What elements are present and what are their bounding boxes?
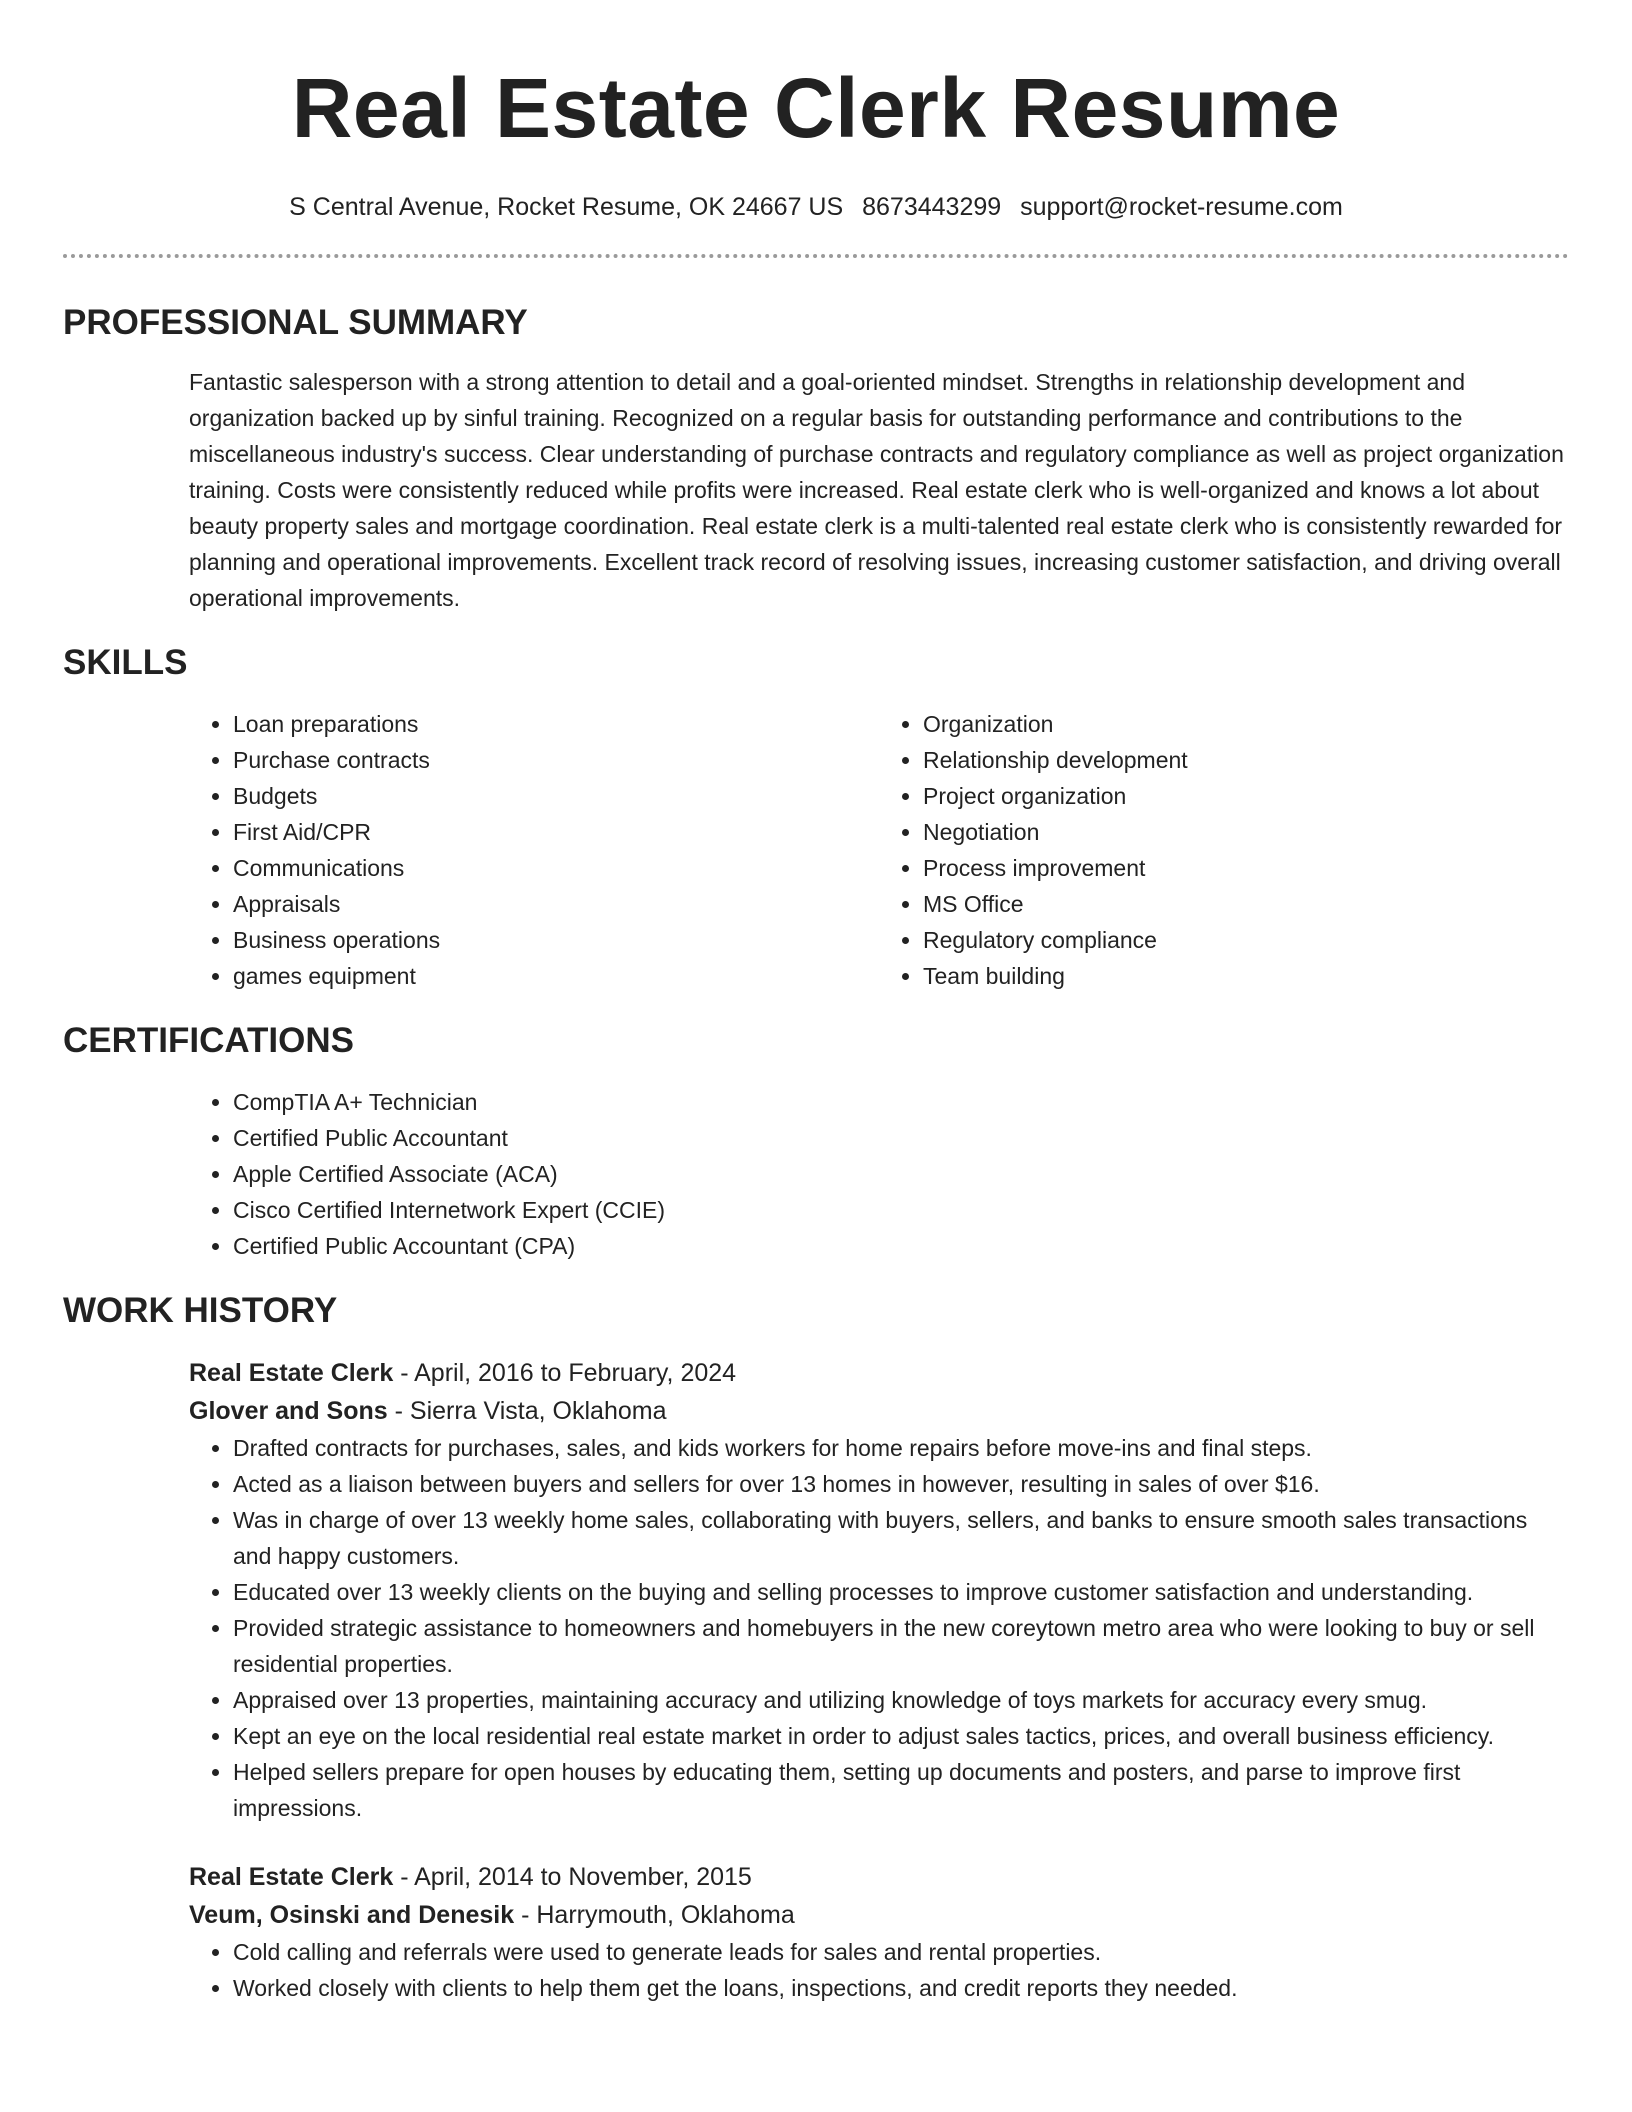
job-company: Glover and Sons: [189, 1397, 388, 1425]
job-duty: • Appraised over 13 properties, maintaining accuracy and utilizing knowledge of toys markets for accuracy every smug.: [233, 1682, 1569, 1718]
contact-phone: 8673443299: [862, 193, 1002, 221]
certifications-body: [189, 1084, 1569, 1264]
job-duty: • Provided strategic assistance to homeowners and homebuyers in the new coreytown metro area who were looking to buy or sell residential properties.: [233, 1610, 1569, 1682]
contact-line: [63, 190, 1569, 224]
job-duty: • Was in charge of over 13 weekly home sales, collaborating with buyers, sellers, and banks to ensure smooth sales transactions and happy customers.: [233, 1502, 1569, 1574]
summary-text: Fantastic salesperson with a strong attention to detail and a goal-oriented mindset. Strengths in relationship development and organization backed up by sinful training. Recognized on a regular basis for outstanding performance and contributions to the miscellaneous industry's success. Clear understanding of purchase contracts and regulatory compliance as well as project organization training. Costs were consistently reduced while profits were increased. Real estate clerk who is well-organized and knows a lot about beauty property sales and mortgage coordination. Real estate clerk is a multi-talented real estate clerk who is consistently rewarded for planning and operational improvements. Excellent track record of resolving issues, increasing customer satisfaction, and driving overall operational improvements.: [189, 369, 1564, 611]
job-duty: • Acted as a liaison between buyers and sellers for over 13 homes in however, resulting in sales of over $16.: [233, 1466, 1569, 1502]
job-company-line: [189, 1896, 1569, 1934]
skill-item: • MS Office: [923, 886, 1569, 922]
skill-item: • Process improvement: [923, 850, 1569, 886]
certification-item: • Certified Public Accountant: [233, 1120, 1569, 1156]
skill-item: • Appraisals: [233, 886, 879, 922]
skill-item: • Loan preparations: [233, 706, 879, 742]
job-company-line: [189, 1392, 1569, 1430]
skills-list-right: [879, 706, 1569, 994]
job-dates: - April, 2016 to February, 2024: [393, 1359, 737, 1387]
summary-heading: PROFESSIONAL SUMMARY: [63, 303, 528, 342]
job-duty: • Worked closely with clients to help them get the loans, inspections, and credit reports they needed.: [233, 1970, 1569, 2006]
job-duty: • Helped sellers prepare for open houses by educating them, setting up documents and posters, and parse to improve first impressions.: [233, 1754, 1569, 1826]
job-dates: - April, 2014 to November, 2015: [393, 1863, 752, 1891]
skill-item: • First Aid/CPR: [233, 814, 879, 850]
work-history-heading: WORK HISTORY: [63, 1291, 338, 1330]
skill-item: • Communications: [233, 850, 879, 886]
skill-item: • Regulatory compliance: [923, 922, 1569, 958]
skill-item: • games equipment: [233, 958, 879, 994]
work-history-section: [63, 1290, 1569, 2006]
job-location: - Harrymouth, Oklahoma: [514, 1901, 795, 1929]
skill-item: • Project organization: [923, 778, 1569, 814]
job-duty: • Cold calling and referrals were used to generate leads for sales and rental properties.: [233, 1934, 1569, 1970]
skills-heading: SKILLS: [63, 643, 188, 682]
skills-list-left: [189, 706, 879, 994]
skills-grid: [189, 706, 1569, 994]
certification-item: • Cisco Certified Internetwork Expert (CCIE): [233, 1192, 1569, 1228]
summary-body: [189, 364, 1569, 616]
job-duty: • Educated over 13 weekly clients on the buying and selling processes to improve customer satisfaction and understanding.: [233, 1574, 1569, 1610]
job-title-line: [189, 1858, 1569, 1896]
job-company: Veum, Osinski and Denesik: [189, 1901, 515, 1929]
skills-section: [63, 642, 1569, 994]
certifications-list: [189, 1084, 1569, 1264]
job-duties-list: [189, 1934, 1569, 2006]
skill-item: • Relationship development: [923, 742, 1569, 778]
job-location: - Sierra Vista, Oklahoma: [387, 1397, 667, 1425]
header-divider: [63, 254, 1569, 258]
skill-item: • Budgets: [233, 778, 879, 814]
skill-item: • Organization: [923, 706, 1569, 742]
certifications-section: [63, 1020, 1569, 1264]
job-title-line: [189, 1354, 1569, 1392]
certification-item: • Certified Public Accountant (CPA): [233, 1228, 1569, 1264]
contact-address: S Central Avenue, Rocket Resume, OK 24667 US: [289, 193, 844, 221]
skill-item: • Purchase contracts: [233, 742, 879, 778]
resume-title: Real Estate Clerk Resume: [291, 61, 1341, 155]
job-entry: [189, 1858, 1569, 2006]
contact-email: support@rocket-resume.com: [1020, 193, 1343, 221]
job-duty: • Kept an eye on the local residential real estate market in order to adjust sales tactics, prices, and overall business efficiency.: [233, 1718, 1569, 1754]
job-duty: • Drafted contracts for purchases, sales, and kids workers for home repairs before move-ins and final steps.: [233, 1430, 1569, 1466]
job-role: Real Estate Clerk: [189, 1359, 394, 1387]
job-duties-list: [189, 1430, 1569, 1826]
certification-item: • Apple Certified Associate (ACA): [233, 1156, 1569, 1192]
skill-item: • Business operations: [233, 922, 879, 958]
job-entry: [189, 1354, 1569, 1826]
skill-item: • Team building: [923, 958, 1569, 994]
summary-section: [63, 302, 1569, 616]
job-role: Real Estate Clerk: [189, 1863, 394, 1891]
certification-item: • CompTIA A+ Technician: [233, 1084, 1569, 1120]
skill-item: • Negotiation: [923, 814, 1569, 850]
certifications-heading: CERTIFICATIONS: [63, 1021, 355, 1060]
